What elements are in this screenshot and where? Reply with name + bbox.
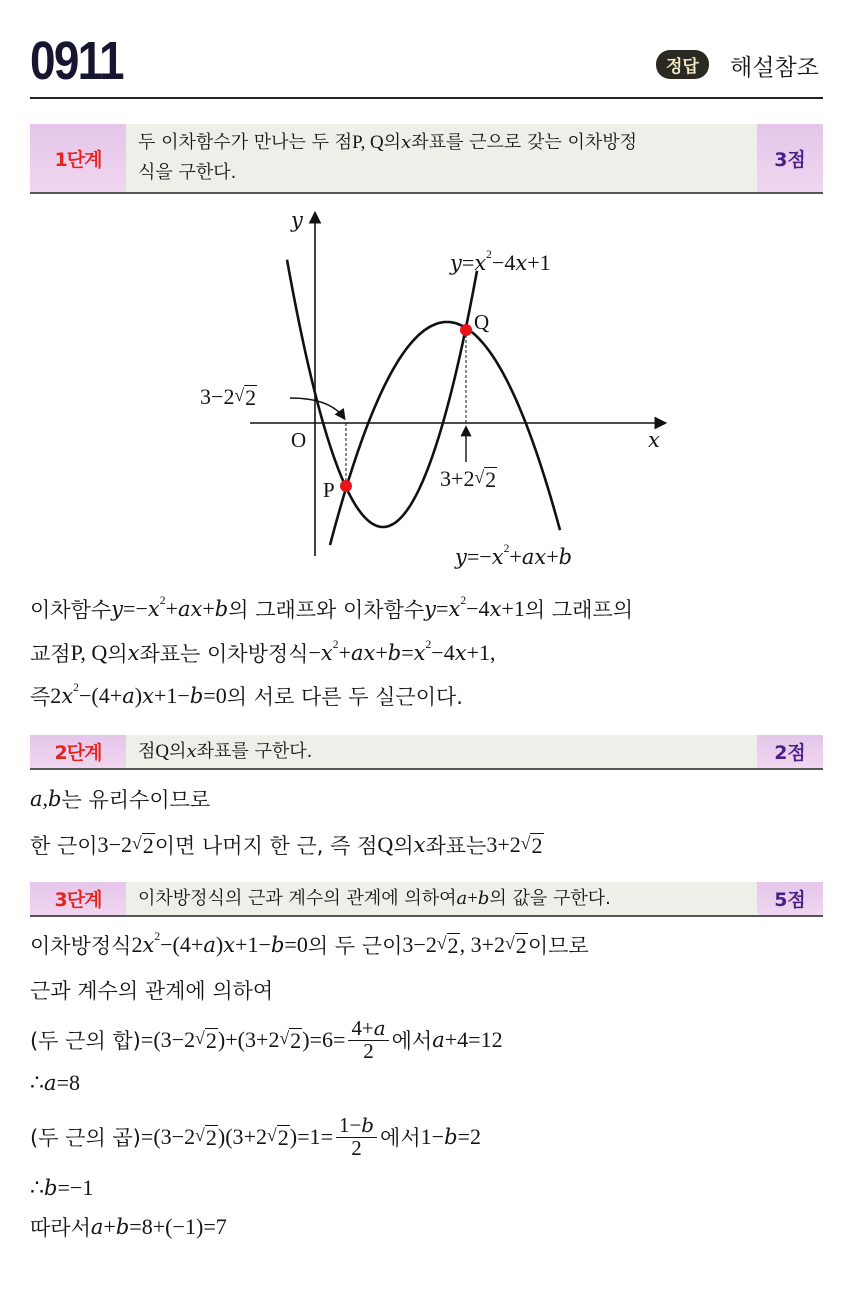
step-description-line: [138, 737, 745, 767]
solution-line: [30, 830, 544, 860]
math-segment: a: [122, 684, 135, 708]
math-segment: b: [214, 597, 229, 621]
math-segment: +: [509, 544, 522, 569]
math-segment: −(4+: [160, 932, 204, 957]
radical-sign: √: [520, 832, 531, 853]
radicand: 2: [485, 466, 497, 492]
math-segment: y: [424, 597, 437, 621]
square-root: [474, 467, 497, 491]
origin-label: O: [291, 428, 307, 452]
x-axis-label: x: [648, 428, 660, 452]
math-segment: x: [448, 597, 461, 621]
math-segment: x: [142, 933, 155, 957]
math-segment: 3−2: [402, 932, 437, 957]
math-segment: x: [413, 641, 426, 665]
fraction: [336, 1115, 377, 1160]
math-segment: b: [270, 933, 285, 957]
text-segment: 좌표는 이차방정식: [139, 642, 309, 666]
math-segment: b: [361, 1113, 375, 1137]
math-segment: +1: [527, 250, 551, 275]
math-segment: x: [147, 597, 160, 621]
math-segment: ∴: [30, 1175, 45, 1200]
text-segment: 좌표를 근으로 갖는 이차방정: [411, 132, 638, 153]
radical-sign: √: [474, 466, 485, 487]
step-label: 3단계: [30, 882, 126, 915]
text-segment: 의: [393, 834, 414, 858]
text-segment: 이차방정식: [30, 934, 132, 958]
math-segment: −: [308, 640, 321, 665]
answer-text: 해설참조: [730, 55, 819, 81]
text-segment: 에서: [380, 1126, 421, 1151]
text-segment: 에서: [391, 1029, 433, 1054]
math-segment: 2: [131, 932, 143, 957]
step-description: [126, 882, 757, 915]
step-points: 3점: [757, 124, 823, 192]
math-segment: b: [558, 545, 573, 569]
math-segment: Q: [377, 832, 394, 857]
math-segment: +1: [501, 596, 525, 621]
math-segment: 3+2: [486, 832, 521, 857]
solution-line: [30, 681, 463, 711]
math-segment: P, Q: [352, 132, 384, 153]
math-segment: x: [61, 684, 74, 708]
radical-sign: √: [436, 932, 447, 953]
math-segment: b: [44, 1176, 58, 1200]
point-p: [340, 480, 352, 492]
radical-sign: √: [234, 384, 245, 405]
step-3-bar: [30, 882, 823, 917]
math-segment: +: [546, 544, 559, 569]
math-segment: =−: [466, 544, 492, 569]
text-segment: 이차함수: [30, 598, 112, 622]
text-segment: 따라서: [30, 1216, 91, 1240]
superscript: 2: [154, 930, 161, 943]
superscript: 2: [73, 681, 79, 694]
curve1-label: [450, 250, 551, 276]
math-segment: 2: [351, 1135, 362, 1160]
math-segment: =: [436, 596, 449, 621]
superscript: 2: [503, 542, 510, 555]
text-segment: 두 이차함수가 만나는 두 점: [138, 132, 353, 153]
radicand: 2: [531, 832, 543, 858]
math-segment: =−: [123, 596, 148, 621]
math-segment: =(3−2: [140, 1027, 196, 1053]
step-description: [126, 735, 757, 768]
text-segment: 교점: [30, 642, 71, 666]
math-segment: x: [186, 740, 197, 762]
point-q-label: Q: [474, 310, 490, 334]
radicand: 2: [142, 832, 154, 858]
radicand: 2: [515, 932, 527, 958]
p-x-value-label: [200, 384, 257, 410]
math-segment: a: [203, 933, 216, 957]
math-segment: =0: [284, 932, 308, 957]
q-x-value-label: [440, 466, 497, 492]
math-segment: +4=12: [444, 1027, 503, 1053]
math-segment: b: [115, 1215, 130, 1239]
point-p-label: P: [323, 478, 335, 502]
square-root: [195, 1028, 218, 1052]
math-segment: x: [127, 641, 140, 665]
text-segment: 이차방정식의 근과 계수의 관계에 의하여: [138, 887, 457, 909]
math-segment: b: [477, 887, 490, 909]
math-segment: ,: [42, 786, 49, 811]
math-segment: x: [320, 641, 333, 665]
square-root: [132, 833, 155, 857]
math-segment: −(4+: [78, 683, 123, 708]
math-segment: −4: [466, 596, 490, 621]
text-segment: 의 그래프의: [524, 598, 633, 622]
math-segment: b: [444, 1125, 458, 1150]
text-segment: 의 값을 구한다.: [489, 887, 611, 909]
square-root: [279, 1028, 302, 1052]
square-root: [437, 933, 460, 957]
math-segment: Q: [155, 740, 170, 762]
math-segment: y: [111, 597, 124, 621]
math-segment: ax: [521, 545, 547, 569]
math-segment: x: [142, 684, 154, 708]
radicand: 2: [205, 1028, 217, 1054]
math-segment: )(3+2: [217, 1124, 268, 1150]
math-segment: a: [456, 887, 468, 909]
math-segment: x: [454, 641, 467, 665]
math-segment: y: [450, 251, 462, 275]
solution-line: [30, 1212, 227, 1242]
curve2-label: [455, 544, 572, 570]
solution-line: [30, 1070, 80, 1096]
radicand: 2: [447, 932, 459, 958]
math-segment: )=1=: [289, 1124, 333, 1150]
square-root: [505, 933, 528, 957]
text-segment: 식을 구한다.: [138, 162, 237, 183]
math-segment: 2: [50, 683, 62, 708]
solution-line: [30, 975, 273, 1005]
fraction-numerator: [336, 1115, 377, 1138]
text-segment: 점: [138, 740, 156, 762]
text-segment: 의: [383, 132, 402, 153]
math-segment: P, Q: [70, 640, 108, 665]
math-segment: +: [103, 1214, 116, 1239]
text-segment: 좌표를 구한다.: [196, 740, 313, 762]
math-segment: b: [48, 787, 62, 811]
math-segment: =0: [203, 683, 227, 708]
step-points: 2점: [757, 735, 823, 768]
solution-line: [30, 1115, 481, 1160]
step-label: 1단계: [30, 124, 126, 192]
superscript: 2: [460, 594, 467, 607]
math-segment: =: [401, 640, 414, 665]
math-segment: −4: [491, 250, 516, 275]
math-segment: a: [30, 787, 43, 811]
math-segment: 1−: [339, 1113, 362, 1137]
fraction: [348, 1018, 388, 1063]
math-segment: =8+(−1)=7: [129, 1214, 227, 1239]
math-segment: +: [165, 596, 178, 621]
text-segment: 이므로: [527, 934, 589, 958]
curve-downward-parabola: [330, 322, 560, 545]
text-segment: 이면 나머지 한 근, 즉 점: [154, 834, 378, 858]
step-2-bar: [30, 735, 823, 770]
text-segment: 의: [107, 642, 128, 666]
p-x-arrow: [290, 398, 344, 418]
math-segment: )+(3+2: [217, 1027, 280, 1053]
math-segment: a: [432, 1028, 445, 1053]
radical-sign: √: [279, 1028, 290, 1049]
math-segment: b: [189, 684, 204, 708]
text-segment: 좌표는: [425, 834, 487, 858]
text-segment: 의 두 근이: [307, 934, 403, 958]
text-segment: 는 유리수이므로: [61, 788, 211, 812]
step-label: 2단계: [30, 735, 126, 768]
math-segment: =8: [56, 1070, 81, 1095]
square-root: [267, 1125, 290, 1149]
math-segment: ∴: [30, 1070, 45, 1095]
graph: [0, 0, 853, 600]
problem-number: 0911: [30, 31, 123, 91]
math-segment: x: [491, 545, 504, 569]
math-segment: x: [413, 833, 426, 857]
radicand: 2: [245, 384, 257, 410]
superscript: 2: [159, 594, 166, 607]
math-segment: a: [373, 1016, 386, 1040]
y-axis-label: y: [291, 208, 303, 232]
math-segment: =2: [457, 1124, 482, 1150]
text-segment: 의 그래프와 이차함수: [228, 598, 425, 622]
solution-line: [30, 638, 496, 668]
radicand: 2: [290, 1028, 302, 1054]
math-segment: =: [461, 250, 475, 275]
superscript: 2: [425, 638, 432, 651]
math-segment: 1−: [420, 1124, 445, 1150]
math-segment: ): [134, 683, 143, 708]
radicand: 2: [277, 1125, 289, 1151]
math-segment: x: [474, 251, 487, 275]
fraction-numerator: [348, 1018, 388, 1041]
solution-line: [30, 594, 633, 624]
fraction-denominator: [363, 1038, 374, 1063]
superscript: 2: [486, 248, 492, 261]
math-segment: 3−2: [97, 832, 133, 857]
step-description-line: [138, 884, 745, 914]
math-segment: =−1: [57, 1175, 94, 1200]
math-segment: +: [202, 596, 215, 621]
fraction-denominator: [351, 1135, 362, 1160]
math-segment: 3+2: [440, 466, 475, 491]
math-segment: ax: [177, 597, 203, 621]
math-segment: 3−2: [200, 384, 235, 409]
math-segment: a: [44, 1071, 57, 1095]
math-segment: +: [467, 887, 478, 909]
square-root: [195, 1125, 218, 1149]
math-segment: 2: [363, 1038, 374, 1063]
math-segment: +: [338, 640, 351, 665]
answer-badge: 정답: [656, 50, 709, 79]
math-segment: +1−: [235, 932, 271, 957]
math-segment: −4: [431, 640, 455, 665]
math-segment: ax: [350, 641, 376, 665]
math-segment: +: [375, 640, 388, 665]
math-segment: +1−: [153, 683, 190, 708]
math-segment: x: [401, 132, 412, 153]
radicand: 2: [205, 1125, 217, 1151]
text-segment: (두 근의 합): [30, 1029, 141, 1054]
text-segment: 의: [169, 740, 187, 762]
math-segment: y: [455, 545, 467, 569]
solution-line: [30, 1018, 503, 1063]
radical-sign: √: [195, 1125, 205, 1146]
radical-sign: √: [267, 1125, 277, 1146]
solution-line: [30, 1175, 93, 1201]
math-segment: =(3−2: [140, 1124, 196, 1150]
square-root: [234, 385, 257, 409]
math-segment: x: [515, 251, 528, 275]
math-segment: a: [90, 1215, 104, 1239]
superscript: 2: [332, 638, 339, 651]
math-segment: , 3+2: [459, 932, 506, 957]
math-segment: 4+: [351, 1016, 374, 1040]
math-segment: ): [215, 932, 224, 957]
text-segment: 한 근이: [30, 834, 98, 858]
text-segment: 즉: [30, 685, 51, 709]
math-segment: x: [223, 933, 236, 957]
text-segment: 근과 계수의 관계에 의하여: [30, 979, 274, 1003]
radical-sign: √: [195, 1028, 205, 1049]
solution-line: [30, 930, 589, 960]
math-segment: +1,: [466, 640, 496, 665]
text-segment: (두 근의 곱): [30, 1126, 141, 1151]
solution-line: [30, 784, 210, 814]
math-segment: x: [489, 597, 502, 621]
step-points: 5점: [757, 882, 823, 915]
point-q: [460, 324, 472, 336]
math-segment: b: [387, 641, 402, 665]
math-segment: )=6=: [302, 1027, 346, 1053]
radical-sign: √: [505, 932, 515, 953]
text-segment: 의 서로 다른 두 실근이다.: [226, 685, 463, 709]
radical-sign: √: [132, 832, 142, 853]
square-root: [521, 833, 544, 857]
